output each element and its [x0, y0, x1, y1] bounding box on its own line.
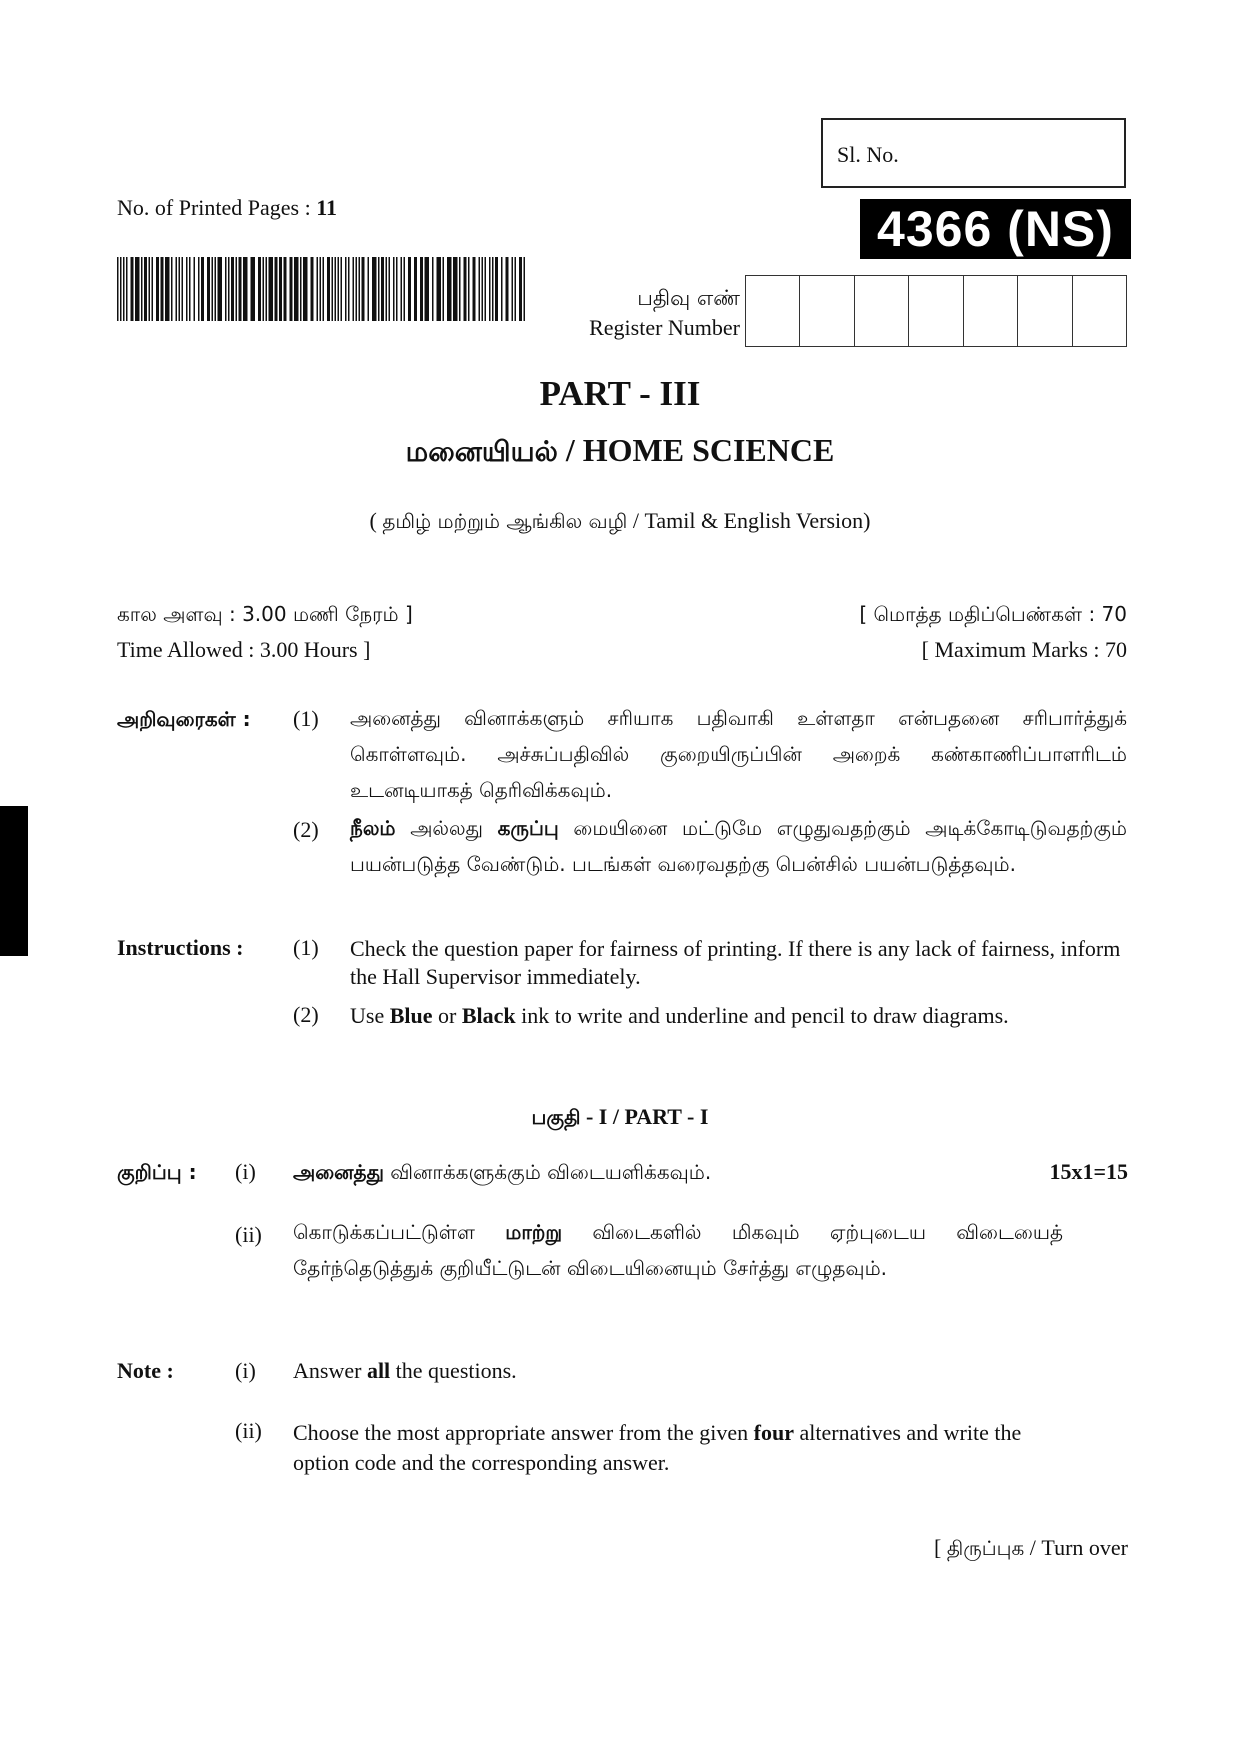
- serial-number-box: [821, 118, 1126, 188]
- part-title: PART - III: [539, 374, 701, 413]
- section-title: [0, 1104, 1240, 1132]
- note-english-ii-number: (ii): [235, 1418, 262, 1443]
- note-tamil-ii-pre: கொடுக்கப்பட்டுள்ள: [293, 1220, 506, 1244]
- instruction-tamil-2-bold2: கருப்பு: [497, 816, 559, 840]
- max-marks-english: [ Maximum Marks : 70: [921, 637, 1127, 662]
- instruction-english-2-bold1: Blue: [389, 1003, 433, 1028]
- subject-separator: /: [557, 432, 583, 468]
- instruction-english-2-mid: or: [432, 1003, 462, 1028]
- register-digit-box[interactable]: [746, 276, 800, 346]
- serial-number-label: Sl. No.: [837, 142, 899, 167]
- register-digit-box[interactable]: [855, 276, 909, 346]
- turn-over-note: [934, 1535, 1128, 1563]
- instructions-tamil-label: அறிவுரைகள் :: [117, 707, 251, 731]
- time-allowed-tamil: கால அளவு : 3.00 மணி நேரம் ]: [117, 602, 413, 626]
- instruction-tamil-2-text: [350, 810, 1127, 882]
- register-number-label: [589, 283, 740, 343]
- instruction-english-1-text: Check the question paper for fairness of printing. If there is any lack of fairness, inform the Hall Supervisor immediately.: [350, 936, 1121, 989]
- instruction-tamil-2-rest: மையினை மட்டுமே எழுதுவதற்கும் அடிக்கோடிடுவதற்கும் பயன்படுத்த வேண்டும். படங்கள் வரைவதற்கு பென்சில் பயன்படுத்தவும்.: [350, 816, 1127, 876]
- note-english-i-rest: the questions.: [390, 1358, 517, 1383]
- version-english: / Tamil & English Version): [627, 508, 871, 533]
- register-label-english: Register Number: [589, 315, 740, 340]
- time-marks-english-row: [117, 637, 1127, 663]
- printed-pages-label: No. of Printed Pages :: [117, 195, 311, 220]
- scan-edge-mark: [0, 806, 28, 956]
- turn-over-english: / Turn over: [1024, 1535, 1128, 1560]
- barcode-image: [117, 257, 527, 321]
- note-english-label: Note :: [117, 1358, 174, 1383]
- subject-english: HOME SCIENCE: [582, 432, 835, 468]
- section-title-tamil: பகுதி: [531, 1105, 581, 1129]
- instruction-english-2-pre: Use: [350, 1003, 390, 1028]
- time-allowed-english: Time Allowed : 3.00 Hours ]: [117, 637, 371, 662]
- instruction-english-2-rest: ink to write and underline and pencil to draw diagrams.: [515, 1003, 1009, 1028]
- time-marks-tamil-row: [117, 602, 1127, 629]
- note-tamil-i-text: [293, 1160, 711, 1187]
- subject-title: [0, 432, 1240, 472]
- section-marks: 15x1=15: [1049, 1159, 1128, 1184]
- note-tamil-label: குறிப்பு :: [117, 1160, 197, 1184]
- instruction-english-2-text: [350, 1002, 1140, 1030]
- note-tamil-ii-bold: மாற்று: [505, 1220, 563, 1244]
- register-digit-box[interactable]: [1018, 276, 1072, 346]
- section-title-english: - I / PART - I: [580, 1104, 709, 1129]
- instruction-tamil-2-mid: அல்லது: [395, 816, 498, 840]
- note-english-i-bold: all: [366, 1358, 391, 1383]
- note-english-i-pre: Answer: [293, 1358, 367, 1383]
- instruction-english-2-number: (2): [293, 1002, 319, 1027]
- instruction-tamil-2-bold1: நீலம்: [350, 816, 396, 840]
- turn-over-open: [: [933, 1535, 947, 1560]
- version-tamil: தமிழ் மற்றும் ஆங்கில வழி: [382, 509, 628, 533]
- printed-pages-value: 11: [316, 195, 337, 220]
- note-english-ii-pre: Choose the most appropriate answer from the given: [293, 1420, 754, 1445]
- instructions-english-label: Instructions :: [117, 935, 244, 960]
- note-tamil-i-rest: வினாக்களுக்கும் விடையளிக்கவும்.: [383, 1160, 712, 1184]
- register-number-grid[interactable]: [745, 275, 1127, 347]
- turn-over-tamil: திருப்புக: [946, 1536, 1025, 1560]
- instruction-tamil-1-number: (1): [293, 706, 319, 731]
- printed-pages: [117, 195, 337, 221]
- note-english-ii-rest: alternatives and write the option code and the corresponding answer.: [293, 1420, 1022, 1475]
- instruction-english-1-number: (1): [293, 935, 319, 960]
- note-english-i-text: [293, 1358, 517, 1384]
- note-english-i-number: (i): [235, 1358, 256, 1383]
- subject-tamil: மனையியல்: [405, 435, 558, 468]
- note-english-ii-bold: four: [753, 1420, 794, 1445]
- version-line: [0, 508, 1240, 536]
- instruction-english-2-bold2: Black: [461, 1003, 516, 1028]
- instruction-tamil-1-text: அனைத்து வினாக்களும் சரியாக பதிவாகி உள்ளதா என்பதனை சரிபார்த்துக் கொள்ளவும். அச்சுப்பதிவில் குறையிருப்பின் அறைக் கண்காணிப்பாளரிடம் உடனடியாகத் தெரிவிக்கவும்.: [350, 706, 1127, 802]
- note-english-ii-text: [293, 1418, 1063, 1478]
- note-tamil-ii-rest: விடைகளில் மிகவும் ஏற்புடைய விடையைத் தேர்ந்தெடுத்துக் குறியீட்டுடன் விடையினையும் சேர்த்து எழுதவும்.: [293, 1220, 1064, 1280]
- instruction-tamil-2-number: (2): [293, 817, 319, 842]
- register-digit-box[interactable]: [909, 276, 963, 346]
- paper-code-badge: 4366 (NS): [860, 199, 1131, 259]
- register-label-tamil: பதிவு எண்: [637, 286, 740, 310]
- register-digit-box[interactable]: [800, 276, 854, 346]
- note-tamil-ii-number: (ii): [235, 1222, 262, 1247]
- note-tamil-ii-text: [293, 1214, 1063, 1286]
- version-open-paren: (: [369, 508, 383, 533]
- note-tamil-i-number: (i): [235, 1159, 256, 1184]
- register-digit-box[interactable]: [1073, 276, 1126, 346]
- max-marks-tamil: [ மொத்த மதிப்பெண்கள் : 70: [859, 602, 1127, 626]
- register-digit-box[interactable]: [964, 276, 1018, 346]
- note-tamil-i-bold: அனைத்து: [293, 1160, 384, 1184]
